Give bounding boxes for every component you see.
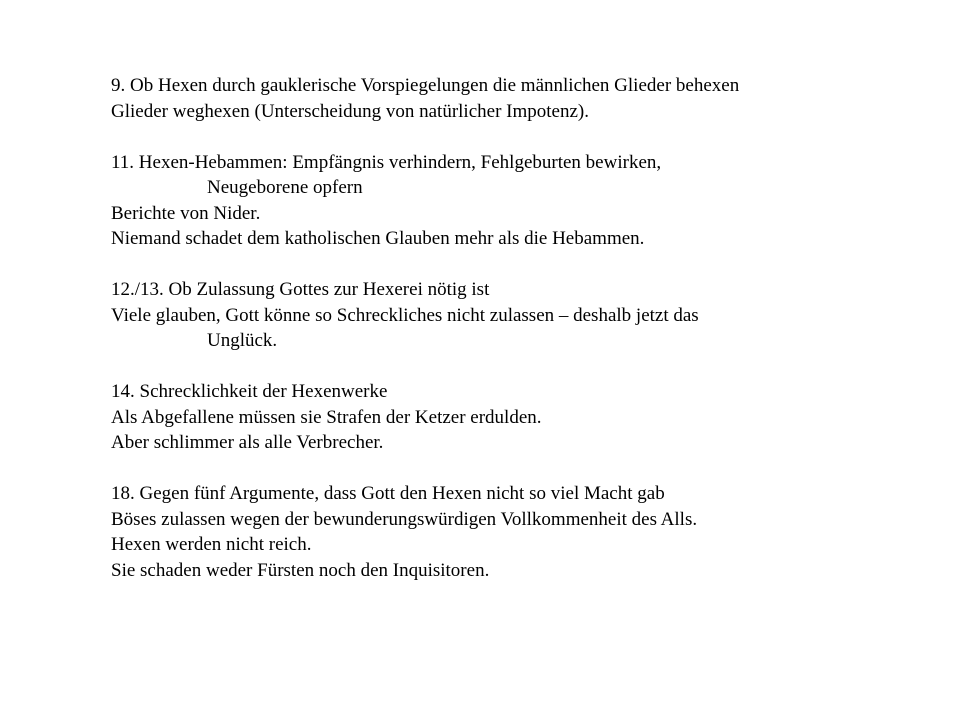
section-18-line: Hexen werden nicht reich.	[111, 534, 312, 555]
document-text	[111, 73, 911, 583]
section-11-line: Niemand schadet dem katholischen Glauben mehr als die Hebammen.	[111, 228, 645, 249]
section-12-13-heading: 12./13. Ob Zulassung Gottes zur Hexerei nötig ist	[111, 279, 490, 300]
section-18-line: Böses zulassen wegen der bewunderungswürdigen Vollkommenheit des Alls.	[111, 508, 698, 530]
section-14-line: Als Abgefallene müssen sie Strafen der Ketzer erdulden.	[111, 406, 542, 428]
section-9-heading: 9. Ob Hexen durch gauklerische Vorspiegelungen die männlichen Glieder behexen	[111, 75, 740, 96]
blank-line	[111, 252, 911, 278]
section-18-heading: 18. Gegen fünf Argumente, dass Gott den Hexen nicht so viel Macht gab	[111, 483, 665, 504]
section-12-13-indented-line: Unglück.	[207, 330, 278, 351]
section-11-line: Berichte von Nider.	[111, 202, 261, 224]
section-9-line: Glieder weghexen (Unterscheidung von natürlicher Impotenz).	[111, 100, 589, 122]
blank-line	[111, 354, 911, 380]
section-11-heading: 11. Hexen-Hebammen: Empfängnis verhindern, Fehlgeburten bewirken,	[111, 151, 662, 173]
section-14-heading: 14. Schrecklichkeit der Hexenwerke	[111, 381, 388, 402]
section-11-indented-line: Neugeborene opfern	[207, 177, 363, 198]
blank-line	[111, 124, 911, 150]
blank-line	[111, 456, 911, 482]
section-14-line: Aber schlimmer als alle Verbrecher.	[111, 432, 384, 453]
section-18-line: Sie schaden weder Fürsten noch den Inquisitoren.	[111, 559, 490, 581]
section-12-13-line: Viele glauben, Gott könne so Schreckliches nicht zulassen – deshalb jetzt das	[111, 304, 699, 326]
